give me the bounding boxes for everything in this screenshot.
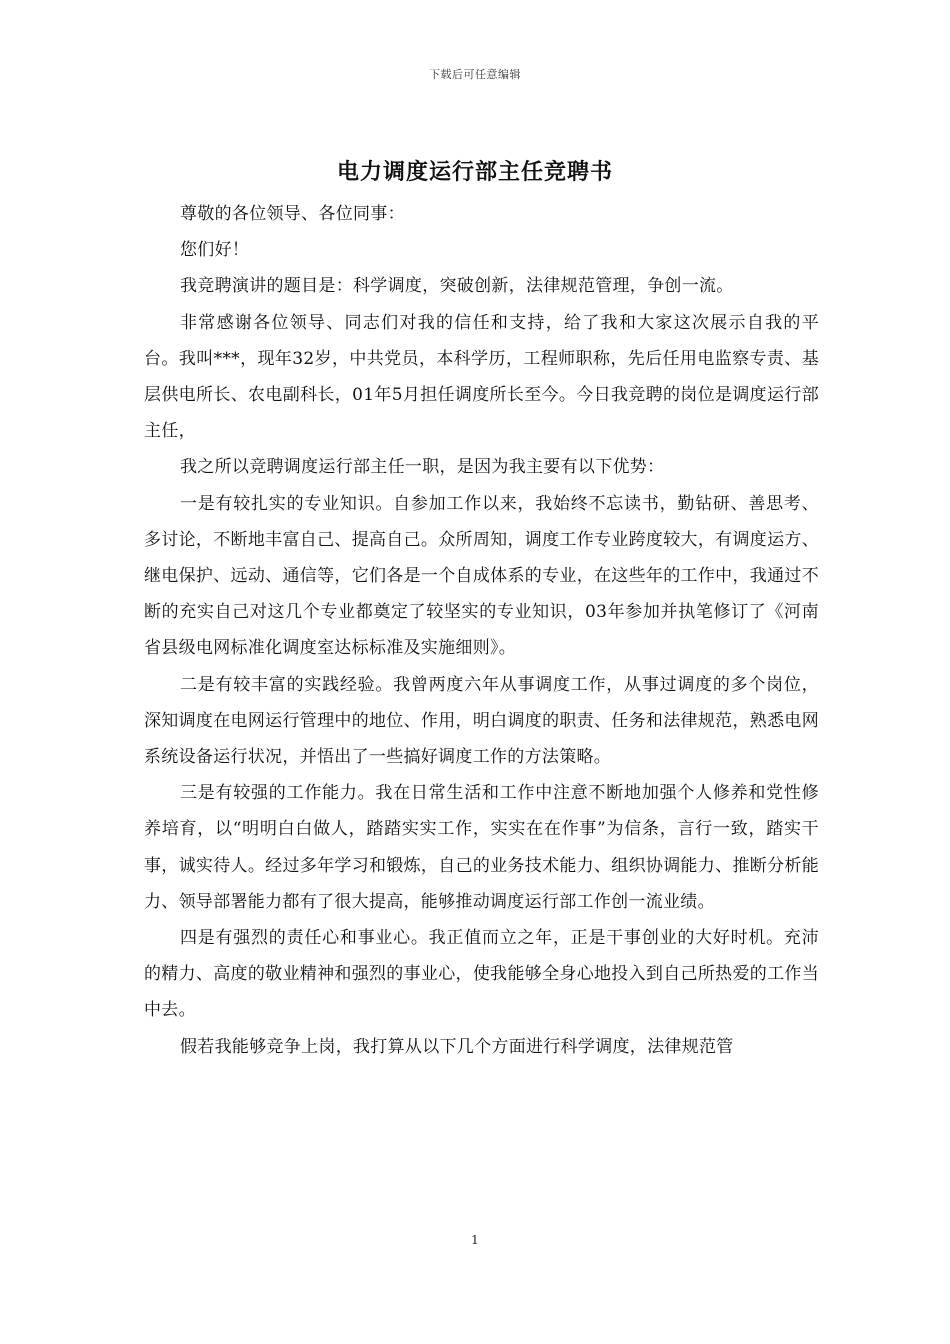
paragraph-introduction: 非常感谢各位领导、同志们对我的信任和支持，给了我和大家这次展示自我的平台。我叫***，现年32岁，中共党员，本科学历，工程师职称，先后任用电监察专责、基层供电所长、农电副科长，01年5月担任调度所长至今。今日我竞聘的岗位是调度运行部主任， <box>144 312 819 442</box>
paragraph-reasons: 我之所以竞聘调度运行部主任一职，是因为我主要有以下优势： <box>180 457 665 478</box>
paragraph-greeting: 您们好！ <box>180 240 250 261</box>
paragraph-plan: 假若我能够竞争上岗，我打算从以下几个方面进行科学调度，法律规范管 <box>180 1036 734 1057</box>
paragraph-advantage-experience: 二是有较丰富的实践经验。我曾两度六年从事调度工作，从事过调度的多个岗位，深知调度在电网运行管理中的地位、作用，明白调度的职责、任务和法律规范，熟悉电网系统设备运行状况，并悟出了一些搞好调度工作的方法策略。 <box>144 674 819 768</box>
page-number: 1 <box>471 1233 479 1247</box>
header-note: 下载后可任意编辑 <box>429 68 521 81</box>
document-title: 电力调度运行部主任竞聘书 <box>336 159 613 185</box>
paragraph-advantage-responsibility: 四是有强烈的责任心和事业心。我正值而立之年，正是干事创业的大好时机。充沛的精力、高度的敬业精神和强烈的事业心，使我能够全身心地投入到自己所热爱的工作当中去。 <box>144 928 819 1021</box>
paragraph-advantage-ability: 三是有较强的工作能力。我在日常生活和工作中注意不断地加强个人修养和党性修养培育，以“明明白白做人，踏踏实实工作，实实在在作事”为信条，言行一致，踏实干事，诚实待人。经过多年学习和锻炼，自己的业务技术能力、组织协调能力、推断分析能力、领导部署能力都有了很大提高，能够推动调度运行部工作创一流业绩。 <box>144 783 819 912</box>
paragraph-salutation: 尊敬的各位领导、各位同事： <box>180 204 405 224</box>
paragraph-topic: 我竞聘演讲的题目是：科学调度，突破创新，法律规范管理，争创一流。 <box>180 276 734 297</box>
document-body <box>144 196 819 1065</box>
paragraph-advantage-knowledge: 一是有较扎实的专业知识。自参加工作以来，我始终不忘读书，勤钻研、善思考、多讨论，不断地丰富自己、提高自己。众所周知，调度工作专业跨度较大，有调度运方、继电保护、远动、通信等，它们各是一个自成体系的专业，在这些年的工作中，我通过不断的充实自己对这几个专业都奠定了较坚实的专业知识，03年参加并执笔修订了《河南省县级电网标准化调度室达标标准及实施细则》。 <box>144 493 819 659</box>
